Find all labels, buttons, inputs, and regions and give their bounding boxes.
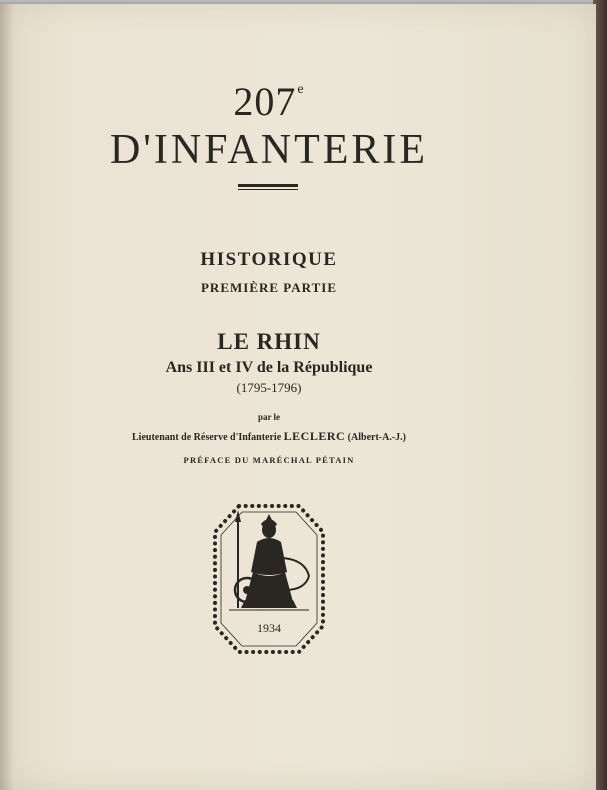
regiment-number-suffix: e [297, 82, 305, 97]
title-rule-thin [238, 189, 298, 190]
section-historique: HISTORIQUE [200, 249, 338, 270]
minerva-figure-icon [229, 510, 309, 610]
regiment-title: D'INFANTERIE [109, 127, 429, 173]
subject-title: LE RHIN [217, 329, 321, 354]
author-given-names: (Albert-A.-J.) [347, 432, 406, 443]
author-name: LECLERC [283, 429, 346, 443]
regiment-number-value: 207 [233, 79, 297, 124]
title-page [0, 4, 596, 790]
author-by: par le [257, 412, 281, 422]
emblem-year: 1934 [257, 621, 281, 635]
subject-years: (1795-1796) [236, 380, 302, 395]
preface-line: PRÉFACE DU MARÉCHAL PÉTAIN [183, 455, 355, 465]
section-part: PREMIÈRE PARTIE [200, 280, 337, 295]
regiment-number [0, 78, 538, 125]
publisher-emblem [209, 500, 329, 658]
title-rule-thick [238, 184, 298, 187]
subject-subtitle: Ans III et IV de la République [165, 359, 373, 376]
author-line [0, 429, 538, 444]
author-rank: Lieutenant de Réserve d'Infanterie [132, 432, 282, 443]
